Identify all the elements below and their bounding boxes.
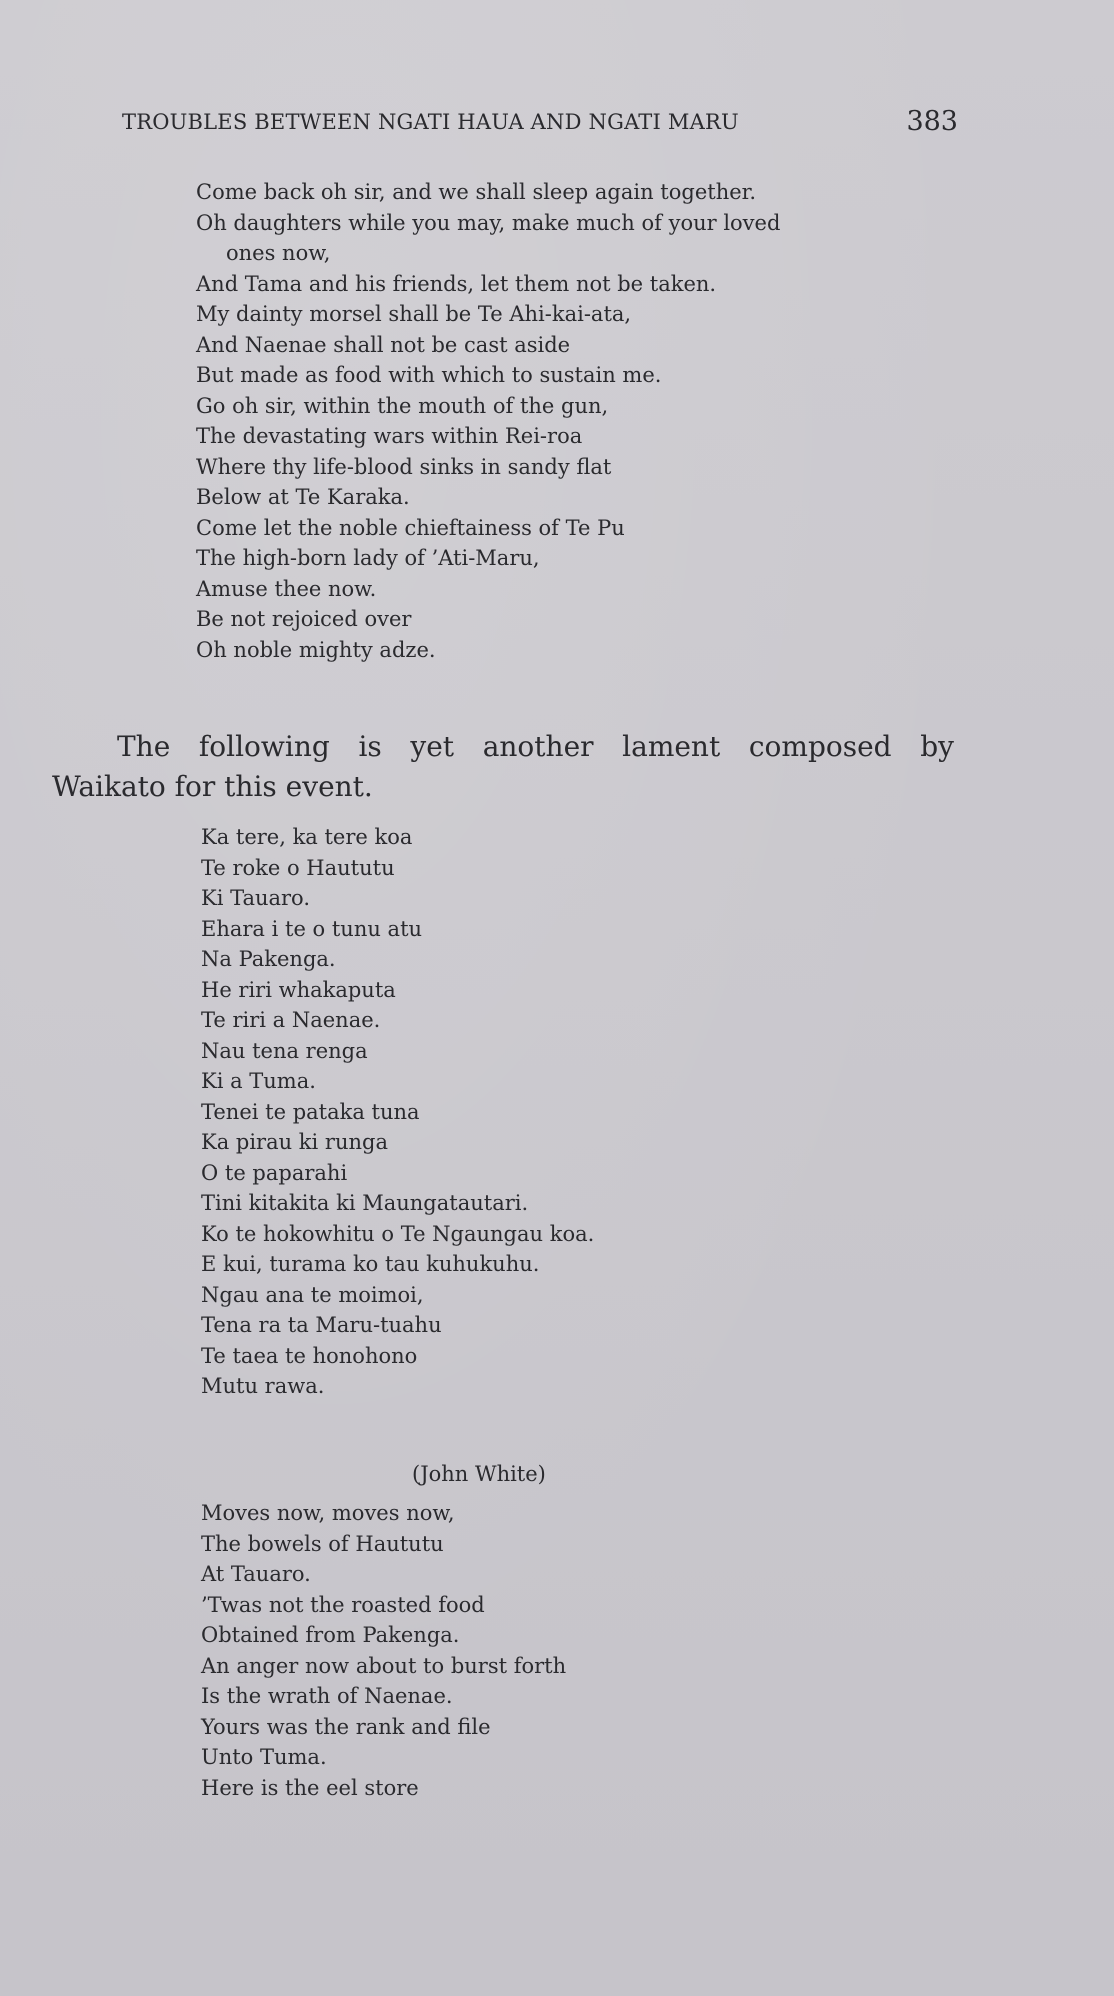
lament-line: O te paparahi bbox=[201, 1160, 348, 1185]
lament-line: Moves now, moves now, bbox=[201, 1501, 455, 1525]
lament-line: Tini kitakita ki Maungatautari. bbox=[201, 1191, 529, 1215]
poem-line: My dainty morsel shall be Te Ahi-kai-ata, bbox=[196, 302, 632, 326]
poem-line: The devastating wars within Rei-roa bbox=[196, 424, 583, 448]
poem-line: And Naenae shall not be cast aside bbox=[196, 332, 571, 357]
poem-line: And Tama and his friends, let them not be taken. bbox=[196, 271, 717, 296]
lament-line: Mutu rawa. bbox=[201, 1374, 325, 1398]
poem-line: Oh noble mighty adze. bbox=[196, 637, 436, 662]
attribution: (John White) bbox=[412, 1462, 546, 1486]
english-lament bbox=[201, 1498, 566, 1803]
lament-line: Is the wrath of Naenae. bbox=[201, 1684, 453, 1708]
lament-line: Na Pakenga. bbox=[201, 947, 336, 971]
lament-line: E kui, turama ko tau kuhukuhu. bbox=[201, 1252, 540, 1276]
poem-line: Amuse thee now. bbox=[196, 576, 377, 601]
poem-line: Come back oh sir, and we shall sleep again together. bbox=[196, 180, 757, 204]
poem-continued bbox=[196, 177, 780, 665]
lament-line: Ko te hokowhitu o Te Ngaungau koa. bbox=[201, 1221, 595, 1246]
poem-line: Where thy life-blood sinks in sandy flat bbox=[196, 454, 612, 479]
lament-line: Te riri a Naenae. bbox=[201, 1008, 381, 1032]
lament-line: Yours was the rank and file bbox=[201, 1714, 491, 1739]
lament-line: Here is the eel store bbox=[201, 1775, 419, 1800]
lament-line: Ka pirau ki runga bbox=[201, 1130, 388, 1154]
page-number: 383 bbox=[906, 106, 958, 137]
poem-line: Below at Te Karaka. bbox=[196, 485, 410, 509]
maori-lament bbox=[201, 822, 594, 1402]
lament-line: Obtained from Pakenga. bbox=[201, 1623, 460, 1647]
poem-line: Oh daughters while you may, make much of your loved bbox=[196, 210, 781, 235]
lament-line: Te roke o Haututu bbox=[201, 855, 395, 880]
lament-line: Ngau ana te moimoi, bbox=[201, 1282, 424, 1307]
lament-line: Ehara i te o tunu atu bbox=[201, 916, 423, 941]
lament-line: The bowels of Haututu bbox=[201, 1531, 444, 1556]
lament-line: Tena ra ta Maru-tuahu bbox=[201, 1313, 442, 1337]
poem-line: Go oh sir, within the mouth of the gun, bbox=[196, 393, 609, 418]
page-header bbox=[122, 106, 958, 150]
poem-line: Come let the noble chieftainess of Te Pu bbox=[196, 515, 625, 540]
poem-line-continuation: ones now, bbox=[226, 241, 331, 265]
lament-line: Ki a Tuma. bbox=[201, 1069, 316, 1093]
paragraph-line: Waikato for this event. bbox=[52, 770, 373, 803]
lament-line: At Tauaro. bbox=[201, 1562, 311, 1586]
lament-line: Ki Tauaro. bbox=[201, 886, 311, 910]
poem-line: Be not rejoiced over bbox=[196, 607, 412, 631]
poem-line: The high-born lady of ’Ati-Maru, bbox=[196, 546, 540, 570]
intro-paragraph bbox=[52, 727, 954, 807]
paragraph-line: The following is yet another lament composed by bbox=[117, 730, 954, 763]
lament-line: ’Twas not the roasted food bbox=[201, 1592, 485, 1617]
lament-line: Tenei te pataka tuna bbox=[201, 1099, 420, 1124]
lament-line: Unto Tuma. bbox=[201, 1745, 327, 1769]
lament-line: Nau tena renga bbox=[201, 1038, 368, 1063]
lament-line: Te taea te honohono bbox=[201, 1343, 418, 1368]
lament-line: He riri whakaputa bbox=[201, 977, 396, 1002]
running-title: TROUBLES BETWEEN NGATI HAUA AND NGATI MARU bbox=[122, 110, 739, 134]
lament-line: An anger now about to burst forth bbox=[201, 1653, 567, 1678]
poem-line: But made as food with which to sustain me. bbox=[196, 363, 662, 387]
lament-line: Ka tere, ka tere koa bbox=[201, 825, 413, 849]
